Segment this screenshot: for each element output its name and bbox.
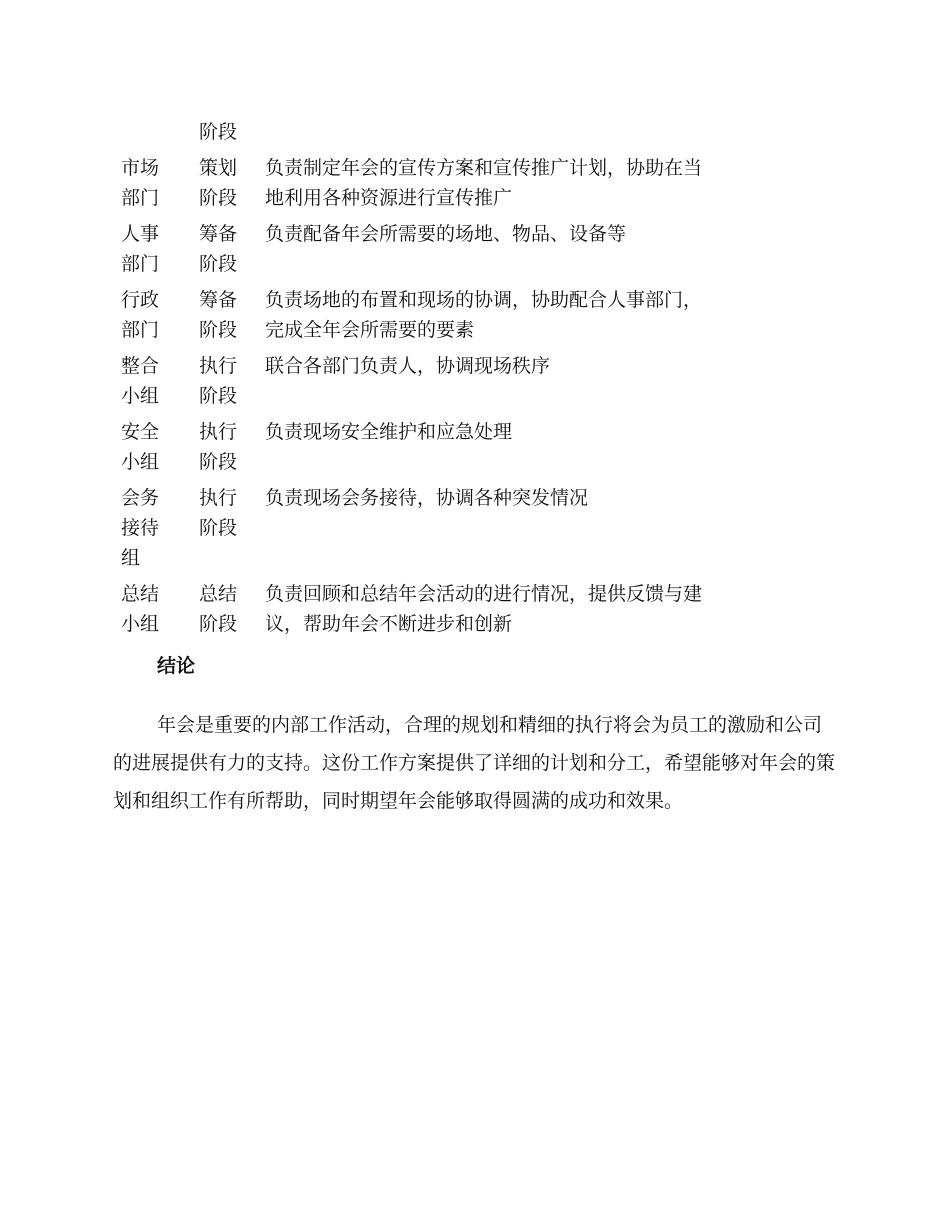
duty-cell: 负责制定年会的宣传方案和宣传推广计划，协助在当地利用各种资源进行宣传推广: [265, 157, 703, 209]
duty-cell: 负责现场安全维护和应急处理: [265, 421, 513, 443]
duty-cell: 负责回顾和总结年会活动的进行情况，提供反馈与建议，帮助年会不断进步和创新: [265, 583, 703, 635]
stage-cell: 执行阶段: [199, 355, 238, 407]
duty-cell: 负责现场会务接待，协调各种突发情况: [265, 487, 589, 509]
table-row: [121, 417, 721, 477]
dept-cell: 行政部门: [121, 289, 160, 341]
stage-cell: 筹备阶段: [199, 223, 238, 275]
duty-cell: 负责场地的布置和现场的协调，协助配合人事部门，完成全年会所需要的要素: [265, 289, 703, 341]
dept-cell: 市场部门: [121, 157, 160, 209]
section-heading-conclusion: 结论: [157, 655, 196, 677]
dept-cell: 整合小组: [121, 355, 160, 407]
stage-cell: 总结阶段: [199, 583, 238, 635]
duty-cell: 联合各部门负责人，协调现场秩序: [265, 355, 551, 377]
table-row: [121, 285, 721, 345]
dept-cell: 安全小组: [121, 421, 160, 473]
table-row: [121, 579, 721, 639]
table-row: [121, 153, 721, 213]
stage-cell: 执行阶段: [199, 421, 238, 473]
duty-cell: 负责配备年会所需要的场地、物品、设备等: [265, 223, 627, 245]
dept-cell: 总结小组: [121, 583, 160, 635]
table-row: [121, 483, 721, 573]
dept-cell: 人事部门: [121, 223, 160, 275]
stage-cell: 筹备阶段: [199, 289, 238, 341]
dept-cell: 会务接待组: [121, 487, 160, 569]
table-row-continued: [121, 117, 721, 147]
table-row: [121, 351, 721, 411]
responsibility-table: [121, 117, 721, 645]
stage-cell: 执行阶段: [199, 487, 238, 539]
conclusion-paragraph: 年会是重要的内部工作活动，合理的规划和精细的执行将会为员工的激励和公司的进展提供有力的支持。这份工作方案提供了详细的计划和分工，希望能够对年会的策划和组织工作有所帮助，同时期望年会能够取得圆满的成功和效果。: [113, 714, 836, 812]
stage-cell: 策划阶段: [199, 157, 238, 209]
table-row: [121, 219, 721, 279]
stage-cell: 阶段: [199, 121, 238, 143]
